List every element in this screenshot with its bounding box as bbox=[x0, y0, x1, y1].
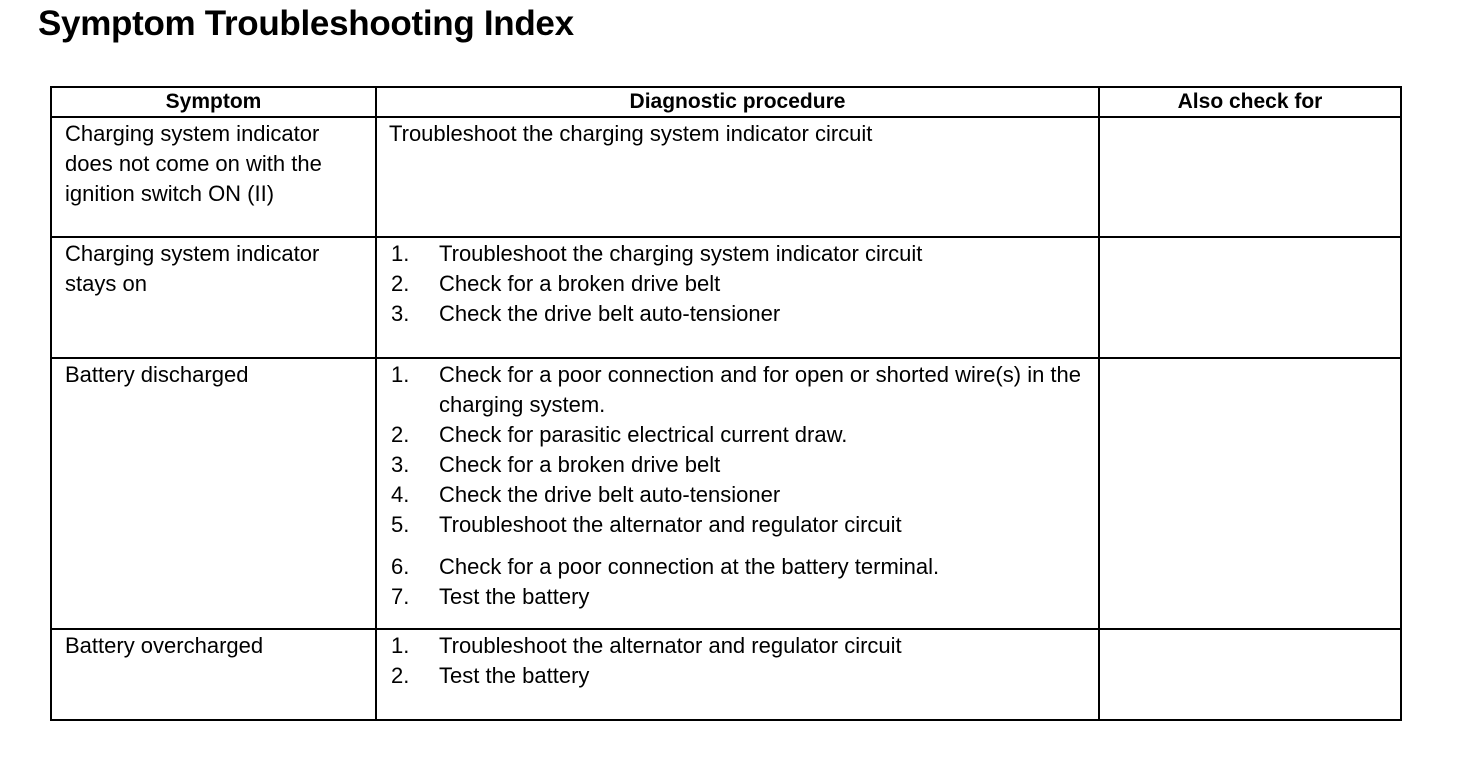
step-text: Check for a broken drive belt bbox=[439, 271, 721, 296]
procedure-step bbox=[389, 450, 1090, 480]
table-header-row bbox=[51, 87, 1401, 117]
procedure-text: Troubleshoot the charging system indicator circuit bbox=[389, 121, 873, 146]
step-number: 3. bbox=[391, 452, 410, 477]
step-text: Check the drive belt auto-tensioner bbox=[439, 482, 781, 507]
step-number: 4. bbox=[391, 482, 410, 507]
step-number: 2. bbox=[391, 422, 410, 447]
procedure-cell bbox=[376, 358, 1099, 629]
column-header-diagnostic-procedure: Diagnostic procedure bbox=[376, 87, 1099, 117]
step-number: 5. bbox=[391, 512, 410, 537]
step-text: Check for a poor connection at the battery terminal. bbox=[439, 554, 940, 579]
step-text: Check for a poor connection and for open or shorted wire(s) in the charging system. bbox=[439, 362, 1082, 417]
column-header-symptom: Symptom bbox=[51, 87, 376, 117]
procedure-steps bbox=[389, 360, 1090, 612]
page-title: Symptom Troubleshooting Index bbox=[38, 4, 574, 43]
also-check-cell bbox=[1099, 629, 1401, 720]
also-check-cell bbox=[1099, 358, 1401, 629]
procedure-step bbox=[389, 480, 1090, 510]
procedure-step bbox=[389, 582, 1090, 612]
procedure-step bbox=[389, 552, 1090, 582]
table-row bbox=[51, 629, 1401, 720]
step-number: 2. bbox=[391, 271, 410, 296]
step-text: Troubleshoot the alternator and regulator circuit bbox=[439, 633, 902, 658]
procedure-cell bbox=[376, 629, 1099, 720]
step-number: 7. bbox=[391, 584, 410, 609]
procedure-cell bbox=[376, 237, 1099, 358]
procedure-step bbox=[389, 299, 1090, 329]
step-text: Troubleshoot the alternator and regulator circuit bbox=[439, 512, 902, 537]
step-number: 1. bbox=[391, 241, 410, 266]
step-text: Test the battery bbox=[439, 663, 590, 688]
symptom-index-table bbox=[50, 86, 1402, 721]
step-number: 3. bbox=[391, 301, 410, 326]
step-text: Check for a broken drive belt bbox=[439, 452, 721, 477]
procedure-steps bbox=[389, 239, 1090, 329]
procedure-step bbox=[389, 269, 1090, 299]
symptom-cell: Battery overcharged bbox=[51, 629, 376, 720]
step-text: Troubleshoot the charging system indicator circuit bbox=[439, 241, 923, 266]
procedure-step bbox=[389, 631, 1090, 661]
procedure-step bbox=[389, 510, 1090, 540]
column-header-also-check-for: Also check for bbox=[1099, 87, 1401, 117]
table-row bbox=[51, 117, 1401, 237]
symptom-cell: Charging system indicator does not come on with the ignition switch ON (II) bbox=[51, 117, 376, 237]
step-number: 6. bbox=[391, 554, 410, 579]
procedure-cell bbox=[376, 117, 1099, 237]
step-text: Check the drive belt auto-tensioner bbox=[439, 301, 781, 326]
table-row bbox=[51, 237, 1401, 358]
step-text: Test the battery bbox=[439, 584, 590, 609]
procedure-steps bbox=[389, 631, 1090, 691]
also-check-cell bbox=[1099, 117, 1401, 237]
procedure-step bbox=[389, 420, 1090, 450]
step-number: 1. bbox=[391, 633, 410, 658]
procedure-step bbox=[389, 239, 1090, 269]
table-row bbox=[51, 358, 1401, 629]
procedure-step bbox=[389, 360, 1090, 420]
symptom-cell: Charging system indicator stays on bbox=[51, 237, 376, 358]
step-text: Check for parasitic electrical current draw. bbox=[439, 422, 848, 447]
also-check-cell bbox=[1099, 237, 1401, 358]
step-number: 1. bbox=[391, 362, 410, 387]
step-number: 2. bbox=[391, 663, 410, 688]
symptom-cell: Battery discharged bbox=[51, 358, 376, 629]
procedure-step bbox=[389, 661, 1090, 691]
